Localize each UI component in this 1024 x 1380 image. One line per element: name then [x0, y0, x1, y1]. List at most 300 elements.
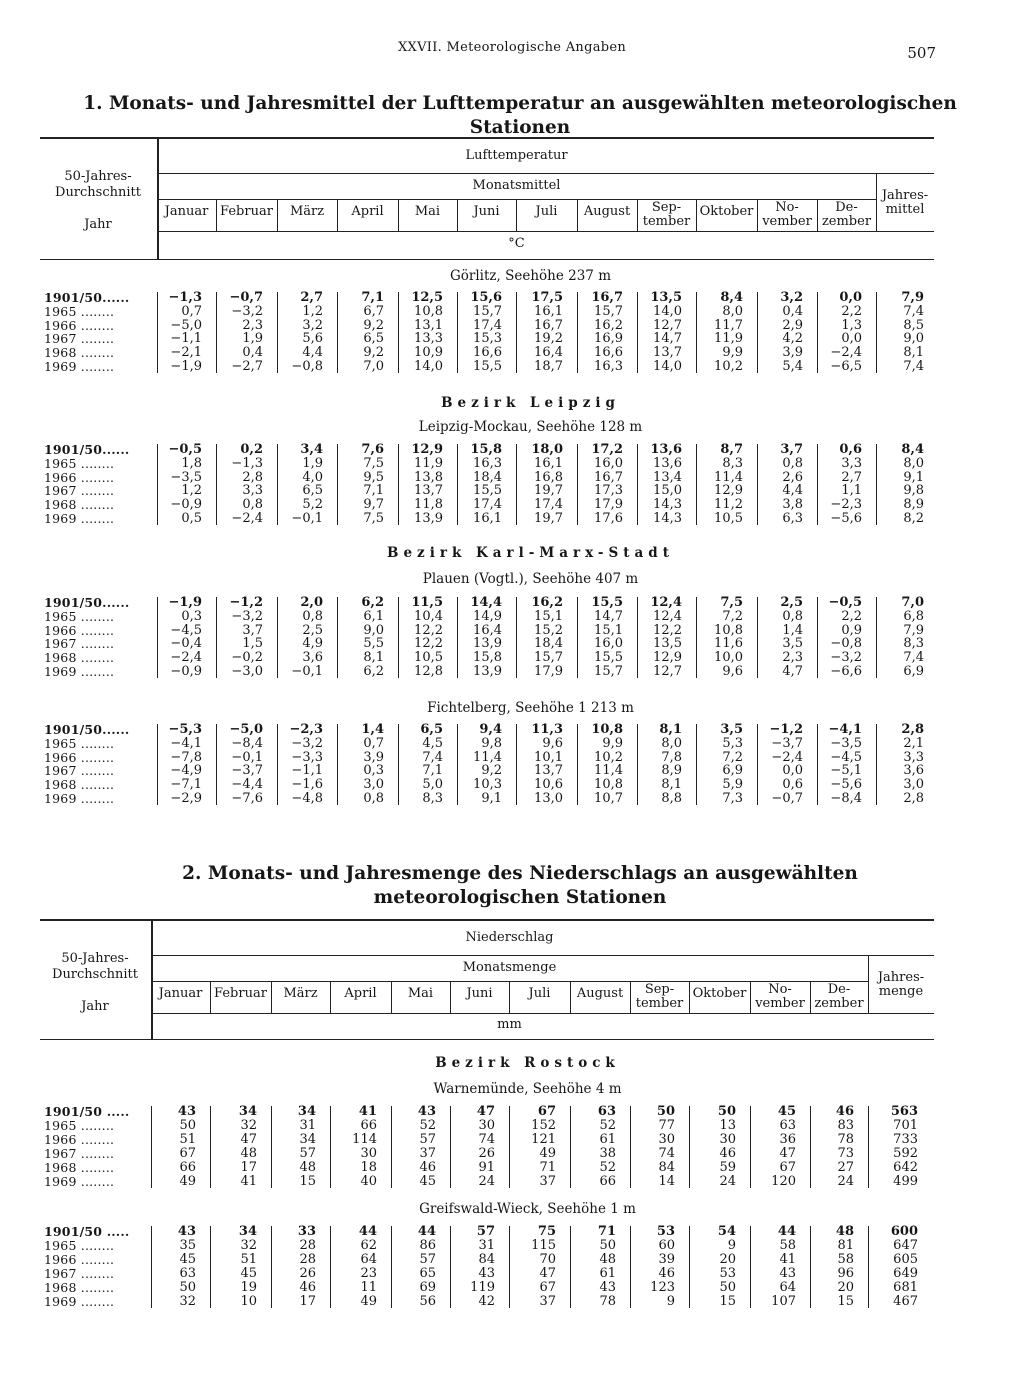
data-cell: 8,3: [422, 791, 443, 806]
data-cell: 4,2: [782, 331, 803, 347]
data-cell: −3,5: [170, 469, 202, 485]
data-cell: 50: [179, 1280, 196, 1295]
table-title: 1. Monats- und Jahresmittel der Lufttemperatur an ausgewählten meteorologischen Stationen: [83, 93, 957, 138]
data-cell: 4,5: [422, 735, 443, 751]
data-cell: 16,4: [534, 345, 563, 361]
data-cell: 15,8: [470, 442, 502, 457]
data-cell: 34: [238, 1224, 257, 1239]
year-label: 1968 ........: [44, 1160, 115, 1175]
data-cell: 14,3: [653, 497, 682, 513]
year-label: 1965 ........: [44, 303, 115, 319]
data-cell: 2,6: [782, 469, 803, 485]
station-heading: Greifswald-Wieck, Seehöhe 1 m: [419, 1201, 636, 1217]
data-cell: 43: [177, 1224, 196, 1239]
data-cell: −1,1: [170, 331, 202, 347]
data-cell: −0,4: [170, 636, 202, 652]
data-cell: 24: [837, 1174, 854, 1189]
data-cell: 7,4: [903, 359, 924, 374]
data-cell: 3,9: [782, 345, 803, 361]
data-cell: 11,9: [714, 331, 743, 347]
data-cell: 10,1: [534, 749, 563, 765]
data-cell: 52: [599, 1118, 616, 1133]
group-header: Niederschlag: [465, 930, 554, 945]
data-cell: −0,5: [168, 442, 202, 457]
data-cell: 13: [719, 1118, 736, 1133]
data-cell: 10,3: [473, 777, 502, 793]
data-cell: 18,7: [534, 359, 563, 374]
data-cell: 48: [299, 1160, 316, 1175]
data-cell: 14,4: [470, 595, 502, 610]
data-cell: 8,3: [722, 455, 743, 471]
data-cell: 1,4: [361, 722, 384, 737]
data-cell: 11,5: [411, 595, 443, 610]
station-heading: Plauen (Vogtl.), Seehöhe 407 m: [422, 571, 639, 587]
data-cell: 3,5: [720, 722, 743, 737]
data-cell: 23: [360, 1266, 377, 1281]
data-cell: 75: [537, 1224, 556, 1239]
data-cell: 5,9: [722, 777, 743, 793]
data-cell: 12,5: [411, 290, 443, 305]
year-label: 1968 ........: [44, 497, 115, 513]
data-cell: 64: [779, 1280, 796, 1295]
data-cell: 681: [893, 1280, 918, 1295]
data-cell: 50: [599, 1238, 616, 1253]
data-cell: 3,2: [302, 317, 323, 333]
data-cell: 7,4: [903, 303, 924, 319]
data-cell: −8,4: [231, 735, 263, 751]
data-cell: −1,2: [769, 722, 803, 737]
data-cell: 57: [419, 1132, 436, 1147]
data-cell: −2,4: [830, 345, 862, 361]
data-cell: 15,7: [473, 303, 502, 319]
data-cell: 0,8: [782, 608, 803, 624]
data-cell: 71: [597, 1224, 616, 1239]
month-header: März: [283, 986, 318, 1001]
data-cell: 3,2: [780, 290, 803, 305]
data-cell: 16,8: [534, 469, 563, 485]
data-cell: 8,1: [363, 650, 384, 666]
data-cell: −5,1: [830, 763, 862, 779]
data-cell: 15,3: [473, 331, 502, 347]
data-cell: 63: [179, 1266, 196, 1281]
data-cell: 45: [777, 1104, 796, 1119]
data-cell: −3,7: [771, 735, 803, 751]
data-cell: 86: [419, 1238, 436, 1253]
year-label: 1969 ........: [44, 1174, 115, 1189]
data-cell: 91: [478, 1160, 495, 1175]
rule: [40, 137, 934, 139]
month-header: Oktober: [699, 204, 754, 219]
data-cell: 27: [837, 1160, 854, 1175]
data-cell: 73: [837, 1146, 854, 1161]
data-cell: 45: [240, 1266, 257, 1281]
data-cell: 45: [419, 1174, 436, 1189]
data-cell: 17,4: [473, 497, 502, 513]
data-cell: 38: [599, 1146, 616, 1161]
data-cell: 19,7: [534, 483, 563, 499]
data-cell: 37: [419, 1146, 436, 1161]
data-cell: 6,3: [782, 511, 803, 526]
data-cell: 123: [650, 1280, 675, 1295]
month-header: No- vember: [755, 982, 805, 1011]
data-cell: 11,6: [714, 636, 743, 652]
data-cell: 42: [478, 1294, 495, 1309]
data-cell: 152: [531, 1118, 556, 1133]
data-cell: 9,1: [903, 469, 924, 485]
data-cell: 32: [240, 1118, 257, 1133]
data-cell: 18,4: [534, 636, 563, 652]
data-cell: 17: [299, 1294, 316, 1309]
data-cell: 49: [360, 1294, 377, 1309]
page-number: 507: [907, 44, 936, 62]
data-cell: −4,4: [231, 777, 263, 793]
data-cell: 10,5: [414, 650, 443, 666]
data-cell: 19,2: [534, 331, 563, 347]
month-header: August: [576, 986, 624, 1001]
data-cell: 5,5: [363, 636, 384, 652]
year-label: 1967 ........: [44, 331, 115, 347]
data-cell: 13,0: [534, 791, 563, 806]
data-cell: 9,4: [479, 722, 502, 737]
rule: [40, 919, 934, 921]
data-cell: 53: [719, 1266, 736, 1281]
data-cell: 49: [179, 1174, 196, 1189]
data-cell: 1,1: [841, 483, 862, 499]
data-cell: −4,1: [828, 722, 862, 737]
data-cell: −5,0: [170, 317, 202, 333]
data-cell: −2,9: [170, 791, 202, 806]
data-cell: 7,8: [661, 749, 682, 765]
data-cell: −4,5: [830, 749, 862, 765]
data-cell: 63: [779, 1118, 796, 1133]
month-header: Sep- tember: [642, 200, 691, 229]
data-cell: 30: [478, 1118, 495, 1133]
data-cell: −0,2: [231, 650, 263, 666]
data-cell: 33: [297, 1224, 316, 1239]
data-cell: 5,6: [302, 331, 323, 347]
data-cell: 12,9: [714, 483, 743, 499]
data-cell: 5,0: [422, 777, 443, 793]
data-cell: 3,7: [242, 622, 263, 638]
data-cell: 34: [299, 1132, 316, 1147]
data-cell: 36: [779, 1132, 796, 1147]
data-cell: 13,3: [414, 331, 443, 347]
year-label: 1966 ........: [44, 1252, 115, 1267]
data-cell: 14,0: [653, 359, 682, 374]
data-cell: 11,3: [531, 722, 563, 737]
data-cell: 15,7: [594, 303, 623, 319]
data-cell: 8,9: [903, 497, 924, 513]
data-cell: 120: [771, 1174, 796, 1189]
data-cell: 4,7: [782, 664, 803, 679]
running-head: XXVII. Meteorologische Angaben: [397, 40, 627, 55]
data-cell: 48: [240, 1146, 257, 1161]
year-label: 1968 ........: [44, 1280, 115, 1295]
month-header: Mai: [407, 986, 434, 1001]
data-cell: 63: [597, 1104, 616, 1119]
data-cell: 9,7: [363, 497, 384, 513]
data-cell: 16,3: [594, 359, 623, 374]
data-cell: 563: [890, 1104, 918, 1119]
data-cell: 10,5: [714, 511, 743, 526]
rule: [151, 955, 934, 956]
annual-header: Jahres- mittel: [881, 188, 929, 217]
data-cell: 9,6: [722, 664, 743, 679]
year-label: 1901/50......: [44, 290, 130, 305]
data-cell: 647: [893, 1238, 918, 1253]
data-cell: 6,7: [363, 303, 384, 319]
data-cell: 65: [419, 1266, 436, 1281]
data-cell: −3,0: [231, 664, 263, 679]
annual-header: Jahres- menge: [877, 970, 925, 999]
data-cell: 28: [299, 1252, 316, 1267]
data-cell: 16,1: [534, 455, 563, 471]
data-cell: 3,8: [782, 497, 803, 513]
data-cell: 67: [539, 1280, 556, 1295]
data-cell: −3,2: [830, 650, 862, 666]
year-label: 1967 ........: [44, 636, 115, 652]
data-cell: 67: [779, 1160, 796, 1175]
year-label: 1965 ........: [44, 608, 115, 624]
data-cell: 74: [658, 1146, 675, 1161]
data-cell: 10,2: [594, 749, 623, 765]
data-cell: 115: [531, 1238, 556, 1253]
data-cell: 47: [240, 1132, 257, 1147]
data-cell: 16,9: [594, 331, 623, 347]
data-cell: −3,7: [231, 763, 263, 779]
data-cell: −7,1: [170, 777, 202, 793]
data-cell: 9,8: [481, 735, 502, 751]
data-cell: 15,0: [653, 483, 682, 499]
data-cell: 15,7: [534, 650, 563, 666]
data-cell: −1,2: [229, 595, 263, 610]
month-header: Januar: [158, 986, 203, 1001]
data-cell: 10,8: [591, 722, 623, 737]
data-cell: 5,3: [722, 735, 743, 751]
data-cell: 78: [599, 1294, 616, 1309]
data-cell: 44: [417, 1224, 436, 1239]
year-label: 1901/50......: [44, 442, 130, 457]
data-cell: −1,9: [170, 359, 202, 374]
data-cell: 9,6: [542, 735, 563, 751]
data-cell: −0,5: [828, 595, 862, 610]
data-cell: 11,4: [714, 469, 743, 485]
data-cell: 114: [352, 1132, 377, 1147]
data-cell: 4,4: [302, 345, 323, 361]
data-cell: 3,3: [242, 483, 263, 499]
sub-header: Monatsmittel: [472, 178, 561, 193]
year-label: 1965 ........: [44, 455, 115, 471]
month-header: April: [344, 986, 377, 1001]
data-cell: 67: [179, 1146, 196, 1161]
data-cell: 6,9: [903, 664, 924, 679]
data-cell: 20: [719, 1252, 736, 1267]
data-cell: 18: [360, 1160, 377, 1175]
data-cell: 78: [837, 1132, 854, 1147]
year-label: 1969 ........: [44, 1294, 115, 1309]
year-label: 1969 ........: [44, 791, 115, 806]
data-cell: 1,3: [841, 317, 862, 333]
data-cell: 8,2: [903, 511, 924, 526]
data-cell: 57: [419, 1252, 436, 1267]
data-cell: 5,2: [302, 497, 323, 513]
data-cell: 74: [478, 1132, 495, 1147]
rule: [40, 259, 934, 260]
data-cell: −2,4: [231, 511, 263, 526]
data-cell: 7,1: [363, 483, 384, 499]
data-cell: 7,3: [722, 791, 743, 806]
data-cell: −2,3: [289, 722, 323, 737]
data-cell: 600: [890, 1224, 918, 1239]
data-cell: 13,1: [414, 317, 443, 333]
month-header: Juli: [535, 204, 558, 219]
data-cell: 10: [240, 1294, 257, 1309]
data-cell: 2,3: [242, 317, 263, 333]
data-cell: 2,2: [841, 303, 862, 319]
data-cell: −2,3: [830, 497, 862, 513]
station-heading: Leipzig-Mockau, Seehöhe 128 m: [418, 419, 643, 435]
data-cell: 11,4: [594, 763, 623, 779]
data-cell: 2,7: [841, 469, 862, 485]
data-cell: 2,1: [903, 735, 924, 751]
data-cell: 13,7: [653, 345, 682, 361]
data-cell: 2,8: [903, 791, 924, 806]
data-cell: 7,9: [903, 622, 924, 638]
data-cell: 605: [893, 1252, 918, 1267]
data-cell: 16,0: [594, 455, 623, 471]
data-cell: 50: [717, 1104, 736, 1119]
data-cell: −1,1: [291, 763, 323, 779]
month-header: De- zember: [821, 200, 872, 229]
data-cell: 57: [476, 1224, 495, 1239]
data-cell: 10,6: [534, 777, 563, 793]
data-cell: 10,0: [714, 650, 743, 666]
year-label: 1967 ........: [44, 1146, 115, 1161]
year-label: 1965 ........: [44, 735, 115, 751]
data-cell: 14,9: [473, 608, 502, 624]
data-cell: 0,3: [181, 608, 202, 624]
data-cell: −2,7: [231, 359, 263, 374]
data-cell: 3,3: [903, 749, 924, 765]
data-cell: 41: [358, 1104, 377, 1119]
data-cell: −3,2: [291, 735, 323, 751]
month-header: No- vember: [762, 200, 812, 229]
data-cell: −8,4: [830, 791, 862, 806]
data-cell: 66: [360, 1118, 377, 1133]
data-cell: 16,4: [473, 622, 502, 638]
data-cell: 1,4: [782, 622, 803, 638]
data-cell: 13,8: [414, 469, 443, 485]
data-cell: 15,5: [473, 359, 502, 374]
data-cell: −2,4: [771, 749, 803, 765]
data-cell: 40: [360, 1174, 377, 1189]
station-heading: Fichtelberg, Seehöhe 1 213 m: [427, 700, 634, 716]
data-cell: 6,2: [361, 595, 384, 610]
data-cell: 13,5: [653, 636, 682, 652]
data-cell: 2,3: [782, 650, 803, 666]
data-cell: 0,6: [839, 442, 862, 457]
data-cell: 32: [240, 1238, 257, 1253]
data-cell: 15,5: [473, 483, 502, 499]
data-cell: 48: [835, 1224, 854, 1239]
data-cell: 12,2: [653, 622, 682, 638]
data-cell: 24: [478, 1174, 495, 1189]
month-header: März: [289, 204, 325, 219]
data-cell: 1,9: [242, 331, 263, 347]
data-cell: −4,1: [170, 735, 202, 751]
data-cell: 2,7: [300, 290, 323, 305]
data-cell: 14,3: [653, 511, 682, 526]
data-cell: 20: [837, 1280, 854, 1295]
data-cell: 0,7: [363, 735, 384, 751]
data-cell: 18,0: [531, 442, 563, 457]
data-cell: 12,8: [414, 664, 443, 679]
data-cell: 11,2: [714, 497, 743, 513]
data-cell: 64: [360, 1252, 377, 1267]
data-cell: 1,8: [181, 455, 202, 471]
data-cell: 3,4: [300, 442, 323, 457]
data-cell: −0,9: [170, 497, 202, 513]
year-label: 1968 ........: [44, 650, 115, 666]
data-cell: 47: [779, 1146, 796, 1161]
data-cell: 46: [299, 1280, 316, 1295]
data-cell: −5,3: [168, 722, 202, 737]
data-cell: 54: [717, 1224, 736, 1239]
data-cell: 53: [656, 1224, 675, 1239]
data-cell: 15: [719, 1294, 736, 1309]
data-cell: 0,0: [782, 763, 803, 779]
region-heading: Bezirk Leipzig: [441, 395, 620, 411]
rule: [157, 173, 934, 174]
data-cell: 1,2: [181, 483, 202, 499]
data-cell: 31: [478, 1238, 495, 1253]
data-cell: 7,2: [722, 749, 743, 765]
month-header: Februar: [220, 204, 273, 219]
data-cell: 9,2: [363, 345, 384, 361]
year-label: 1966 ........: [44, 1132, 115, 1147]
data-cell: −3,2: [231, 303, 263, 319]
data-cell: 35: [179, 1238, 196, 1253]
data-cell: 7,6: [361, 442, 384, 457]
data-cell: 6,5: [302, 483, 323, 499]
data-cell: 6,8: [903, 608, 924, 624]
data-cell: 13,4: [653, 469, 682, 485]
data-cell: 46: [719, 1146, 736, 1161]
data-cell: 41: [240, 1174, 257, 1189]
data-cell: 11: [360, 1280, 377, 1295]
data-cell: 8,8: [661, 791, 682, 806]
station-heading: Görlitz, Seehöhe 237 m: [449, 268, 611, 284]
data-cell: 14,7: [594, 608, 623, 624]
data-cell: 1,2: [302, 303, 323, 319]
year-label: 1966 ........: [44, 622, 115, 638]
data-cell: −3,3: [291, 749, 323, 765]
data-cell: 15,5: [591, 595, 623, 610]
data-cell: −2,4: [170, 650, 202, 666]
data-cell: 3,6: [903, 763, 924, 779]
stub-head: 50-Jahres- Durchschnitt Jahr: [55, 169, 141, 232]
data-cell: 6,5: [420, 722, 443, 737]
data-cell: 51: [179, 1132, 196, 1147]
region-heading: Bezirk Karl-Marx-Stadt: [387, 545, 674, 561]
data-cell: 5,4: [782, 359, 803, 374]
data-cell: 12,9: [411, 442, 443, 457]
data-cell: 0,8: [302, 608, 323, 624]
data-cell: 9,9: [722, 345, 743, 361]
data-cell: 10,7: [594, 791, 623, 806]
data-cell: 8,9: [661, 763, 682, 779]
data-cell: 4,4: [782, 483, 803, 499]
